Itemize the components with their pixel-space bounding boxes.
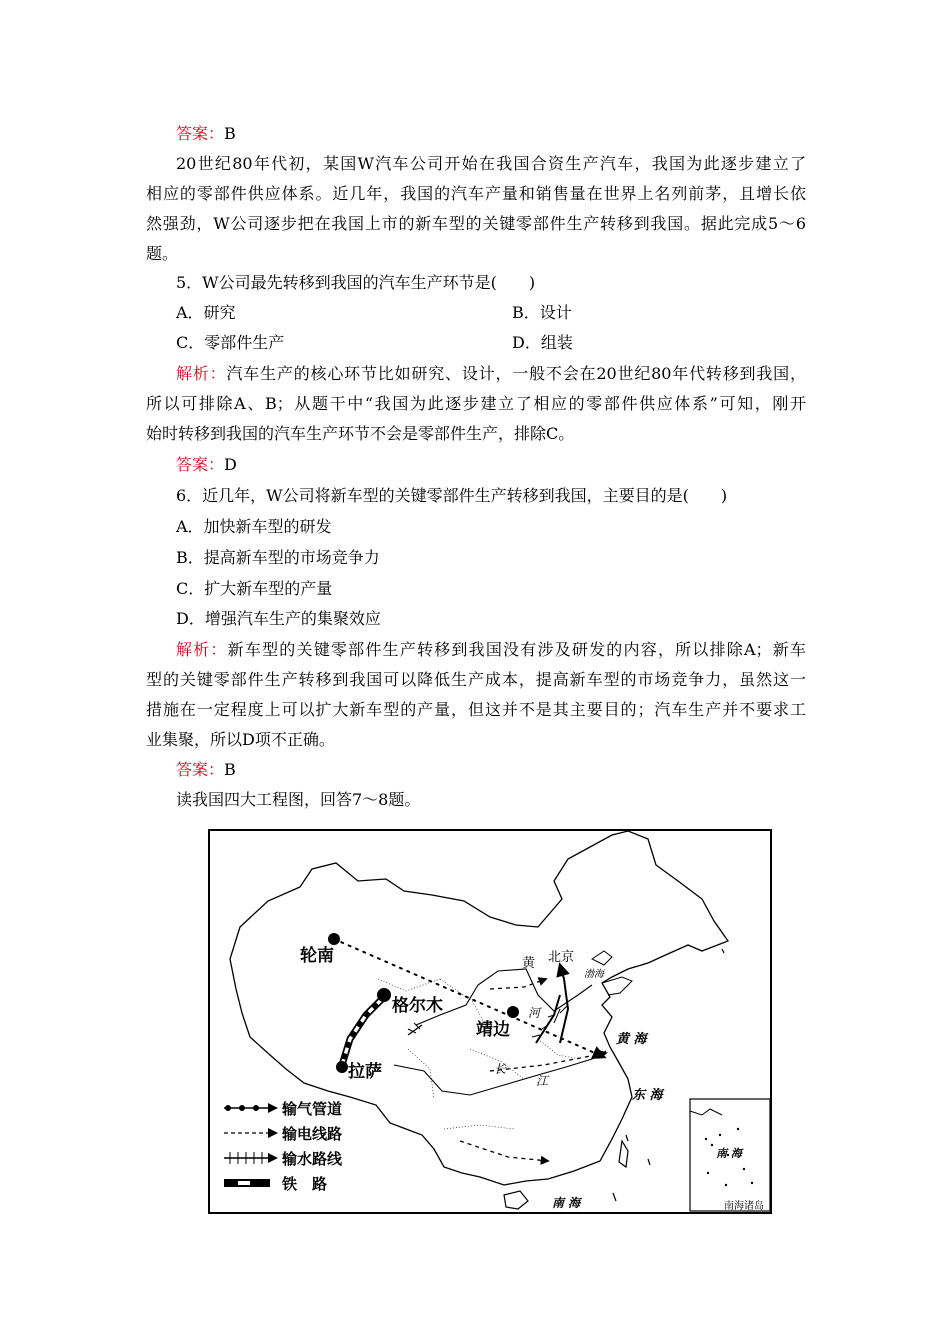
q6-option: C．扩大新车型的产量 [176, 579, 333, 598]
answer-value: B [224, 124, 236, 143]
q6-analysis-line: 解析：新车型的关键零部件生产转移到我国没有涉及研发的内容，所以排除A；新车 [176, 640, 806, 659]
railway-end-lasa [336, 1061, 348, 1073]
label-lunnan: 轮南 [300, 946, 334, 966]
label-huang: 黄 [522, 956, 536, 971]
q5-answer [176, 455, 237, 475]
label-beijing: 北京 [548, 950, 575, 965]
q5-analysis-line: 始时转移到我国的汽车生产环节不会是零部件生产，排除C。 [146, 424, 575, 443]
legend-label: 输电线路 [282, 1125, 343, 1143]
label-donghai: 东 海 [632, 1088, 663, 1103]
q6-analysis-line: 型的关键零部件生产转移到我国可以降低生产成本，提高新车型的市场竞争力，虽然这一 [146, 670, 806, 689]
q6-option: D．增强汽车生产的集聚效应 [176, 609, 381, 628]
label-he: 河 [528, 1006, 541, 1020]
q6-option: B．提高新车型的市场竞争力 [176, 548, 380, 567]
china-four-projects-map [208, 829, 772, 1214]
pipeline-junction [507, 1006, 519, 1018]
q5-option-a: A．研究 [176, 303, 236, 322]
label-huanghai: 黄 海 [616, 1032, 647, 1047]
legend-label: 铁 路 [282, 1175, 328, 1193]
label-geermu: 格尔木 [392, 996, 443, 1016]
question-6-stem: 6．近几年，W公司将新车型的关键零部件生产转移到我国，主要目的是( ) [176, 486, 728, 505]
label-jiang: 江 [536, 1074, 549, 1088]
q6-analysis-line: 业集聚，所以D项不正确。 [146, 730, 335, 749]
answer-label: 答案： [176, 760, 225, 779]
q5-analysis-line: 解析：汽车生产的核心环节比如研究、设计，一般不会在20世纪80年代转移到我国， [176, 364, 806, 383]
pipeline-origin [328, 933, 340, 945]
label-lasa: 拉萨 [348, 1062, 382, 1082]
q6-answer [176, 760, 236, 780]
railway-end-geermu [377, 988, 391, 1002]
south-china-sea-inset [690, 1099, 770, 1212]
legend-label: 输气管道 [282, 1100, 343, 1118]
q5-analysis-line: 所以可排除A、B；从题干中“我国为此逐步建立了相应的零部件供应体系”可知，刚开 [146, 394, 806, 413]
question-7-8-intro: 读我国四大工程图，回答7～8题。 [176, 790, 421, 809]
passage-line: 然强劲，W公司逐步把在我国上市的新车型的关键零部件生产转移到我国。据此完成5～6 [146, 214, 806, 233]
answer-line-4 [176, 124, 236, 144]
passage-line: 20世纪80年代初，某国W汽车公司开始在我国合资生产汽车，我国为此逐步建立了 [176, 154, 806, 173]
answer-value: B [224, 760, 236, 779]
question-5-stem: 5．W公司最先转移到我国的汽车生产环节是( ) [176, 273, 536, 292]
q5-option-d: D．组装 [512, 333, 573, 352]
label-chang: 长 [494, 1062, 507, 1076]
analysis-label: 解析： [176, 364, 227, 383]
label-bohai: 渤海 [584, 969, 604, 980]
q6-analysis-line: 措施在一定程度上可以扩大新车型的产量，但这并不是其主要目的；汽车生产并不要求工 [146, 700, 806, 719]
answer-value: D [224, 455, 237, 474]
inset-title: 南海诸岛 [724, 1201, 764, 1212]
q5-option-c: C．零部件生产 [176, 333, 285, 352]
q5-option-b: B．设计 [512, 303, 572, 322]
legend-label: 输水路线 [282, 1150, 343, 1168]
analysis-label: 解析： [176, 640, 228, 659]
passage-line: 相应的零部件供应体系。近几年，我国的汽车产量和销售量在世界上名列前茅，且增长依 [146, 184, 806, 203]
label-nanhai: 南 海 [552, 1196, 581, 1210]
inset-sea-label: 南 海 [716, 1147, 742, 1160]
label-jingbian: 靖边 [476, 1020, 510, 1040]
q6-option: A．加快新车型的研发 [176, 517, 332, 536]
answer-label: 答案： [176, 124, 225, 143]
passage-line: 题。 [146, 244, 179, 263]
answer-label: 答案： [176, 455, 225, 474]
